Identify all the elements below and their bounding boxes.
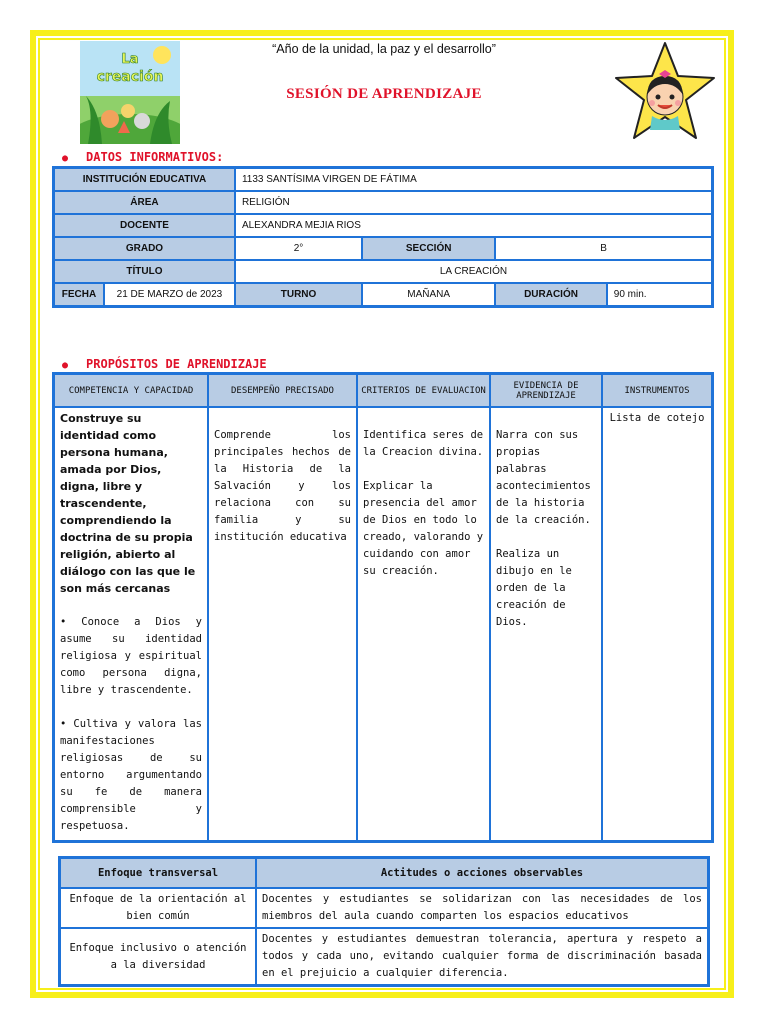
duracion-value: 90 min. <box>607 283 712 306</box>
header-criterios: CRITERIOS DE EVALUACION <box>357 374 490 407</box>
table-row <box>54 283 712 306</box>
datos-heading: ● DATOS INFORMATIVOS: <box>62 150 224 164</box>
evidencia-1: Narra con sus propias palabras acontecimientos de la historia de la creación. <box>496 429 591 526</box>
docente-label: DOCENTE <box>54 214 235 237</box>
evidencia-2: Realiza un dibujo en le orden de la creación de Dios. <box>496 548 572 628</box>
evidencia-cell <box>490 407 602 841</box>
institucion-label: INSTITUCIÓN EDUCATIVA <box>54 168 235 191</box>
capacidad-2: • Cultiva y valora las manifestaciones religiosas de su entorno argumentando su fe de manera comprensible y respetuosa. <box>60 718 202 832</box>
header-enfoque: Enfoque transversal <box>60 858 256 888</box>
competencia-cell <box>54 407 208 841</box>
table-row <box>60 928 708 985</box>
docente-value: ALEXANDRA MEJIA RIOS <box>235 214 712 237</box>
table-row <box>54 237 712 260</box>
propositos-heading: ● PROPÓSITOS DE APRENDIZAJE <box>62 357 267 371</box>
actitud-cell: Docentes y estudiantes se solidarizan con las necesidades de los miembros del aula cuando comparten los espacios educativos <box>256 888 708 928</box>
fecha-value: 21 DE MARZO de 2023 <box>104 283 235 306</box>
enfoque-cell: Enfoque inclusivo o atención a la diversidad <box>60 928 256 985</box>
criterio-2: Explicar la presencia del amor de Dios en todo lo creado, valorando y cuidando con amor su creación. <box>363 480 484 577</box>
session-title: SESIÓN DE APRENDIZAJE <box>286 86 482 102</box>
desempeno-cell <box>208 407 357 841</box>
capacidad-1: • Conoce a Dios y asume su identidad religiosa y espiritual como persona digna, libre y trascendente. <box>60 616 202 696</box>
seccion-value: B <box>495 237 712 260</box>
instrumento-text: Lista de cotejo <box>609 412 705 424</box>
desempeno-text: Comprende los principales hechos de la Historia de la Salvación y los relaciona con su familia y su institución educativa <box>214 429 351 543</box>
bullet-icon: ● <box>62 360 69 371</box>
competencia-text: Construye su identidad como persona humana, amada por Dios, digna, libre y trascendente, comprendiendo la doctrina de su propia religión, abierto al diálogo con las que le son más cercanas <box>60 412 196 595</box>
criterios-cell <box>357 407 490 841</box>
actitud-cell: Docentes y estudiantes demuestran tolerancia, apertura y respeto a todos y cada uno, evitando cualquier forma de discriminación basada en el prejuicio a cualquier diferencia. <box>256 928 708 985</box>
duracion-label: DURACIÓN <box>495 283 607 306</box>
fecha-label: FECHA <box>54 283 104 306</box>
instrumentos-cell <box>602 407 712 841</box>
grado-value: 2° <box>235 237 362 260</box>
header-competencia: COMPETENCIA Y CAPACIDAD <box>54 374 208 407</box>
header-instrumentos: INSTRUMENTOS <box>602 374 712 407</box>
logo-text-line2: creación <box>96 69 164 85</box>
area-value: RELIGIÓN <box>235 191 712 214</box>
table-row <box>60 888 708 928</box>
header-evidencia: EVIDENCIA DE APRENDIZAJE <box>490 374 602 407</box>
area-label: ÁREA <box>54 191 235 214</box>
bullet-icon: ● <box>62 153 69 164</box>
grado-label: GRADO <box>54 237 235 260</box>
national-motto: “Año de la unidad, la paz y el desarrollo” <box>272 42 496 56</box>
propositos-table <box>52 372 714 843</box>
turno-value: MAÑANA <box>362 283 495 306</box>
seccion-label: SECCIÓN <box>362 237 495 260</box>
enfoques-table <box>58 856 710 987</box>
institucion-value: 1133 SANTÍSIMA VIRGEN DE FÁTIMA <box>235 168 712 191</box>
criterio-1: Identifica seres de la Creacion divina. <box>363 429 484 458</box>
logo-text-line1: La <box>121 52 139 67</box>
table-row <box>54 168 712 191</box>
table-header-row <box>60 858 708 888</box>
titulo-value: LA CREACIÓN <box>235 260 712 283</box>
table-header-row <box>54 374 712 407</box>
enfoque-cell: Enfoque de la orientación al bien común <box>60 888 256 928</box>
turno-label: TURNO <box>235 283 362 306</box>
table-row <box>54 191 712 214</box>
header-desempeno: DESEMPEÑO PRECISADO <box>208 374 357 407</box>
table-row <box>54 407 712 841</box>
header-actitudes: Actitudes o acciones observables <box>256 858 708 888</box>
table-row <box>54 214 712 237</box>
table-row <box>54 260 712 283</box>
titulo-label: TÍTULO <box>54 260 235 283</box>
datos-informativos-table <box>52 166 714 308</box>
